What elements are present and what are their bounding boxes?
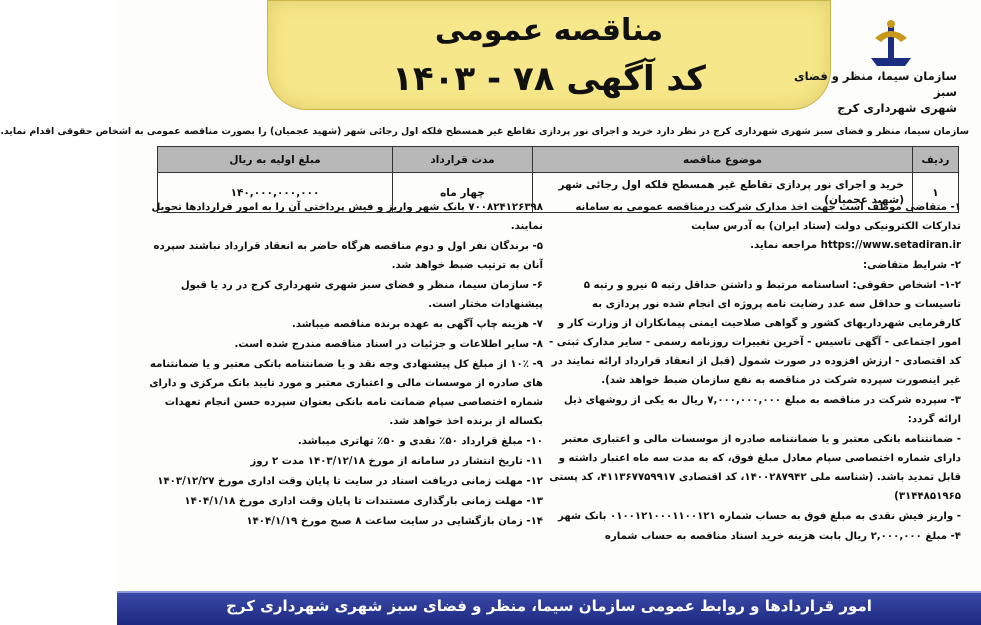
table-header-row	[158, 147, 959, 173]
condition-item: - واریز فیش نقدی به مبلغ فوق به حساب شماره ۰۱۰۰۱۲۱۰۰۰۱۱۰۰۱۲۱ بانک شهر	[557, 511, 961, 522]
condition-item: ۱-۲- اشخاص حقوقی: اساسنامه مرتبط و داشتن حداقل رتبه ۵ نیرو و رتبه ۵ تاسیسات و حداقل سه عدد رضایت نامه پروژه ای انجام شده نور پردازی به کارفرمایی شهرداریهای کشور و گواهی صلاحیت ایمنی پیمانکاران از وزارت کار و امور اجتماعی - آگهی تاسیس - آخرین تغییرات روزنامه رسمی - سایر مدارک ثبتی - کد اقتصادی - ارزش افزوده در صورت شمول (قبل از انعقاد قرارداد ارائه نمایند در غیر اینصورت سپرده شرکت در مناقصه به نفع سازمان ضبط خواهد شد).	[549, 280, 961, 386]
condition-item: ۷۰۰۸۲۴۱۲۶۳۹۸ بانک شهر واریز و فیش پرداختی آن را به امور قراردادها تحویل نمایند.	[151, 202, 543, 232]
condition-item: ۱۲- مهلت زمانی دریافت اسناد در سایت تا پایان وقت اداری مورخ ۱۴۰۳/۱۲/۲۷	[157, 476, 543, 487]
condition-item: ۴- مبلغ ۲,۰۰۰,۰۰۰ ریال بابت هزینه خرید اسناد مناقصه به حساب شماره	[604, 531, 961, 542]
condition-item: ۹- ۱۰٪ از مبلغ کل پیشنهادی وجه نقد و یا ضمانتنامه بانکی معتبر و یا ضمانتنامه های صادره از موسسات مالی و اعتباری معتبر و مورد تایید بانک مرکزی و دارای شماره اختصاصی سپام ضمانت نامه بانکی بعنوان سپرده حسن انجام تعهدات بکساله از برنده اخذ خواهد شد.	[149, 359, 543, 427]
header-price: مبلغ اولیه به ریال	[158, 147, 393, 173]
condition-item: ۱۴- زمان بازگشایی در سایت ساعت ۸ صبح مورخ ۱۴۰۴/۱/۱۹	[246, 516, 543, 527]
condition-item: ۱۳- مهلت زمانی بارگذاری مستندات تا پایان وقت اداری مورخ ۱۴۰۴/۱/۱۸	[184, 496, 543, 507]
conditions-right-column	[549, 198, 961, 547]
header-duration: مدت قرارداد	[393, 147, 533, 173]
condition-item: ۸- سایر اطلاعات و جزئیات در اسناد مناقصه مندرج شده است.	[234, 339, 543, 350]
condition-item: ۵- برندگان نفر اول و دوم مناقصه هرگاه حاضر به انعقاد قرارداد نباشند سپرده آنان به ترتیب ضبط خواهد شد.	[153, 241, 543, 271]
title-banner	[267, 0, 831, 110]
condition-item: ۳- سپرده شرکت در مناقصه به مبلغ ۷,۰۰۰,۰۰۰,۰۰۰ ریال به یکی از روشهای ذیل ارائه گردد:	[563, 395, 961, 425]
row-price: ۱۴۰,۰۰۰,۰۰۰,۰۰۰	[158, 173, 393, 213]
condition-item: ۶- سازمان سیما، منظر و فضای سبز شهری شهرداری کرج در رد یا قبول پیشنهادات مختار است.	[180, 280, 543, 310]
organization-logo-icon	[861, 18, 921, 70]
condition-item: ۱- متقاضی موظف است جهت اخذ مدارک شرکت درمناقصه عمومی به سامانه تدارکات الکترونیکی دولت (ستاد ایران) به آدرس سایت https://www.setadiran.ir مراجعه نماید.	[575, 202, 961, 251]
organization-name	[777, 68, 957, 116]
organization-name-line2: شهری شهرداری کرج	[837, 101, 957, 115]
notice-code: کد آگهی ۷۸ - ۱۴۰۳	[392, 59, 706, 99]
footer-text: امور قراردادها و روابط عمومی سازمان سیما، منظر و فضای سبز شهری شهرداری کرج	[226, 597, 872, 615]
notice-title: مناقصه عمومی	[434, 13, 664, 48]
condition-item: ۱۱- تاریخ انتشار در سامانه از مورخ ۱۴۰۳/۱۲/۱۸ مدت ۲ روز	[250, 456, 543, 467]
intro-text: سازمان سیما، منظر و فضای سبز شهری شهرداری کرج در نظر دارد خرید و اجرای نور پردازی تقاطع غیر همسطح فلکه اول رجائی شهر (شهید عجمیان) را بصورت مناقصه عمومی به اشخاص حقوقی اقدام نماید.	[0, 126, 969, 137]
header-subject: موضوع مناقصه	[533, 147, 913, 173]
row-subject: خرید و اجرای نور پردازی تقاطع غیر همسطح فلکه اول رجائی شهر (شهید عجمیان)	[533, 173, 913, 213]
row-number: ۱	[913, 173, 959, 213]
condition-item: ۷- هزینه چاپ آگهی به عهده برنده مناقصه میباشد.	[291, 319, 543, 330]
row-duration: چهار ماه	[393, 173, 533, 213]
organization-name-line1: سازمان سیما، منظر و فضای سبز	[794, 69, 957, 99]
conditions-left-column	[137, 198, 543, 532]
condition-item: ۱۰- مبلغ قرارداد ۵۰٪ نقدی و ۵۰٪ تهاتری میباشد.	[297, 436, 543, 447]
header-row-number: ردیف	[913, 147, 959, 173]
condition-item: ۲- شرایط متقاضی:	[863, 260, 961, 271]
condition-item: - ضمانتنامه بانکی معتبر و یا ضمانتنامه صادره از موسسات مالی و اعتباری معتبر دارای شماره اختصاصی سپام معادل مبلغ فوق، که به مدت سه ماه اعتبار داشته و قابل تمدید باشد. (شناسه ملی ۱۴۰۰۲۸۷۹۴۲، کد اقتصادی ۴۱۱۳۶۷۷۵۹۹۱۷، کد پستی ۳۱۴۴۸۵۱۹۶۵)	[549, 434, 961, 502]
